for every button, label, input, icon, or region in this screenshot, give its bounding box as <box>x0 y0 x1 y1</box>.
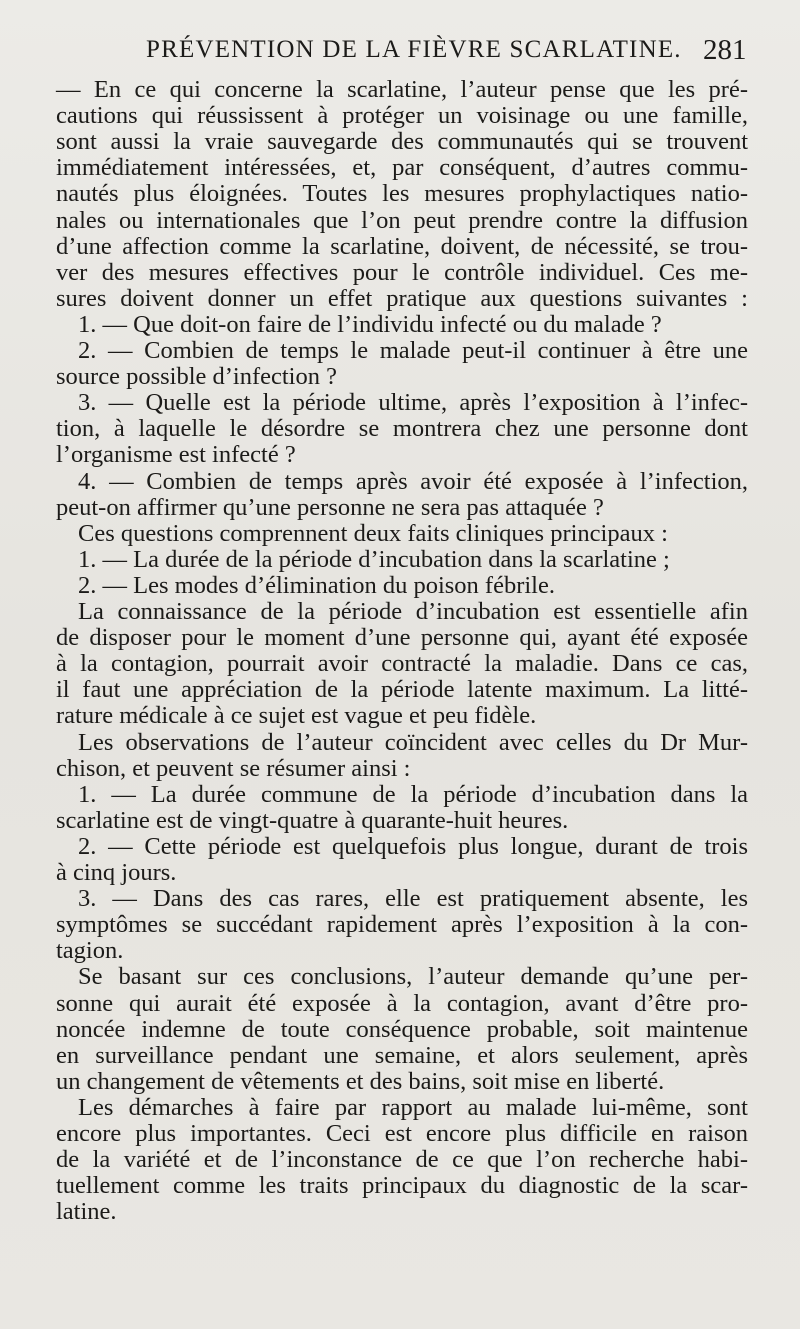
text-line: 4. — Combien de temps après avoir été exposée à l’infection, <box>78 467 748 495</box>
text-line: nales ou internationales que l’on peut prendre contre la diffusion <box>56 206 748 234</box>
text-line: 2. — Combien de temps le malade peut-il continuer à être une <box>78 337 748 364</box>
text-line: l’organisme est infecté ? <box>56 441 296 469</box>
text-line: à la contagion, pourrait avoir contracté la maladie. Dans ce cas, <box>56 650 748 678</box>
text-line: en surveillance pendant une semaine, et alors seulement, après <box>56 1041 748 1069</box>
text-line: tuellement comme les traits principaux du diagnostic de la scar- <box>56 1172 748 1200</box>
text-line: chison, et peuvent se résumer ainsi : <box>56 754 411 782</box>
text-line: symptômes se succédant rapidement après l’exposition à la con- <box>56 911 748 939</box>
text-line: de la variété et de l’inconstance de ce que l’on recherche habi- <box>56 1146 748 1174</box>
text-line: sonne qui aurait été exposée à la contagion, avant d’être pro- <box>56 989 748 1017</box>
text-line: tion, à laquelle le désordre se montrera chez une personne dont <box>56 415 748 443</box>
text-line: tagion. <box>56 937 124 965</box>
text-line: La connaissance de la période d’incubation est essentielle afin <box>78 598 748 625</box>
text-line: 1. — Que doit-on faire de l’individu infecté ou du malade ? <box>78 310 662 338</box>
text-line: Se basant sur ces conclusions, l’auteur demande qu’une per- <box>78 963 748 991</box>
text-line: Les observations de l’auteur coïncident avec celles du Dr Mur- <box>78 728 748 756</box>
text-line: il faut une appréciation de la période latente maximum. La litté- <box>56 676 748 704</box>
text-line: Les démarches à faire par rapport au malade lui-même, sont <box>78 1093 748 1121</box>
text-line: de disposer pour le moment d’une personne qui, ayant été exposée <box>56 624 748 652</box>
text-line: 1. — La durée de la période d’incubation dans la scarlatine ; <box>78 545 670 573</box>
text-line: ver des mesures effectives pour le contrôle individuel. Ces me- <box>56 258 748 286</box>
text-line: d’une affection comme la scarlatine, doivent, de nécessité, se trou- <box>56 232 748 260</box>
text-line: noncée indemne de toute conséquence probable, soit maintenue <box>56 1015 748 1043</box>
text-line: 2. — Cette période est quelquefois plus longue, durant de trois <box>78 832 748 860</box>
text-line: sures doivent donner un effet pratique aux questions suivantes : <box>56 284 748 312</box>
text-line: — En ce qui concerne la scarlatine, l’auteur pense que les pré- <box>56 76 748 103</box>
running-title: PRÉVENTION DE LA FIÈVRE SCARLATINE. <box>146 36 682 63</box>
text-line: source possible d’infection ? <box>56 363 337 391</box>
text-line: rature médicale à ce sujet est vague et peu fidèle. <box>56 702 537 730</box>
text-line: latine. <box>56 1198 117 1226</box>
text-line: 1. — La durée commune de la période d’incubation dans la <box>78 780 748 808</box>
text-line: Ces questions comprennent deux faits cliniques principaux : <box>78 519 668 547</box>
text-line: cautions qui réussissent à protéger un voisinage ou une famille, <box>56 102 748 130</box>
text-line: peut-on affirmer qu’une personne ne sera pas attaquée ? <box>56 493 604 521</box>
text-line: scarlatine est de vingt-quatre à quarante-huit heures. <box>56 806 569 834</box>
text-line: 3. — Quelle est la période ultime, après l’exposition à l’infec- <box>78 389 748 417</box>
text-line: sont aussi la vraie sauvegarde des communautés qui se trouvent <box>56 128 748 156</box>
text-line: encore plus importantes. Ceci est encore plus difficile en raison <box>56 1120 748 1147</box>
text-line: 2. — Les modes d’élimination du poison fébrile. <box>78 571 555 599</box>
text-line: à cinq jours. <box>56 859 177 886</box>
text-line: 3. — Dans des cas rares, elle est pratiquement absente, les <box>78 885 748 913</box>
text-line: un changement de vêtements et des bains, soit mise en liberté. <box>56 1067 665 1095</box>
page-number: 281 <box>703 34 747 66</box>
text-line: nautés plus éloignées. Toutes les mesures prophylactiques natio- <box>56 180 748 208</box>
running-head <box>0 36 800 76</box>
text-line: immédiatement intéressées, et, par conséquent, d’autres commu- <box>56 154 748 182</box>
